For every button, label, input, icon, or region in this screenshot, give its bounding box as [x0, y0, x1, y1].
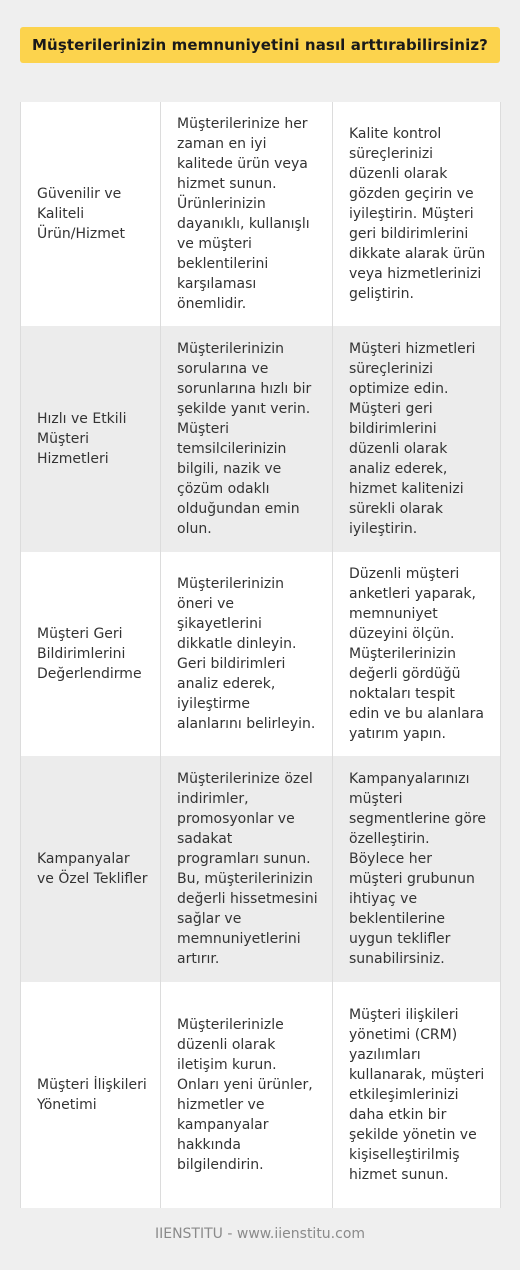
- advice-cell: Müşterilerinize özel indirimler, promosyonlar ve sadakat programları sunun. Bu, müşterilerinizin değerli hissetmesini sağlar ve memnuniyetlerini artırır.: [161, 756, 333, 982]
- table-row: [21, 552, 501, 756]
- category-cell: Müşteri İlişkileri Yönetimi: [21, 982, 161, 1208]
- category-cell: Müşteri Geri Bildirimlerini Değerlendirme: [21, 552, 161, 756]
- action-cell: Kalite kontrol süreçlerinizi düzenli olarak gözden geçirin ve iyileştirin. Müşteri geri bildirimlerini dikkate alarak ürün veya hizmetlerinizi geliştirin.: [333, 102, 501, 326]
- advice-cell: Müşterilerinizin öneri ve şikayetlerini dikkatle dinleyin. Geri bildirimleri analiz ederek, iyileştirme alanlarını belirleyin.: [161, 552, 333, 756]
- advice-table: [20, 102, 501, 1208]
- table-row: [21, 102, 501, 326]
- advice-cell: Müşterilerinize her zaman en iyi kalitede ürün veya hizmet sunun. Ürünlerinizin dayanıklı, kullanışlı ve müşteri beklentilerini karşılaması önemlidir.: [161, 102, 333, 326]
- category-cell: Kampanyalar ve Özel Teklifler: [21, 756, 161, 982]
- advice-cell: Müşterilerinizin sorularına ve sorunlarına hızlı bir şekilde yanıt verin. Müşteri temsilcilerinizin bilgili, nazik ve çözüm odaklı olduğundan emin olun.: [161, 326, 333, 552]
- page-title: Müşterilerinizin memnuniyetini nasıl arttırabilirsiniz?: [32, 36, 488, 54]
- action-cell: Müşteri hizmetleri süreçlerinizi optimize edin. Müşteri geri bildirimlerini düzenli olarak analiz ederek, hizmet kalitenizi sürekli olarak iyileştirin.: [333, 326, 501, 552]
- action-cell: Müşteri ilişkileri yönetimi (CRM) yazılımları kullanarak, müşteri etkileşimlerinizi daha etkin bir şekilde yönetin ve kişiselleştirilmiş hizmet sunun.: [333, 982, 501, 1208]
- category-cell: Güvenilir ve Kaliteli Ürün/Hizmet: [21, 102, 161, 326]
- category-cell: Hızlı ve Etkili Müşteri Hizmetleri: [21, 326, 161, 552]
- action-cell: Kampanyalarınızı müşteri segmentlerine göre özelleştirin. Böylece her müşteri grubunun ihtiyaç ve beklentilerine uygun teklifler sunabilirsiniz.: [333, 756, 501, 982]
- advice-cell: Müşterilerinizle düzenli olarak iletişim kurun. Onları yeni ürünler, hizmetler ve kampanyalar hakkında bilgilendirin.: [161, 982, 333, 1208]
- action-cell: Düzenli müşteri anketleri yaparak, memnuniyet düzeyini ölçün. Müşterilerinizin değerli gördüğü noktaları tespit edin ve bu alanlara yatırım yapın.: [333, 552, 501, 756]
- table-row: [21, 756, 501, 982]
- table-row: [21, 326, 501, 552]
- table-row: [21, 982, 501, 1208]
- title-banner: [20, 27, 500, 63]
- footer-credit: IIENSTITU - www.iienstitu.com: [154, 1226, 366, 1242]
